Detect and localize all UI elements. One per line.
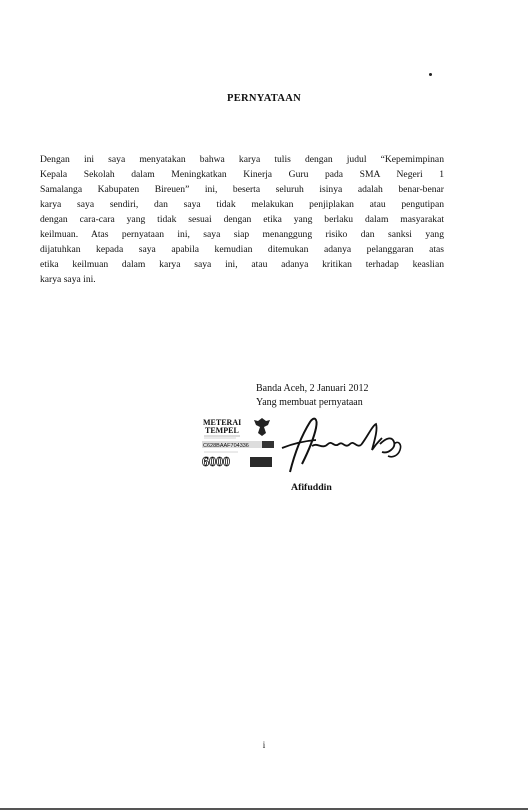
page-bottom-edge xyxy=(0,808,528,810)
statement-line: keilmuan. Atas pernyataan ini, saya siap menanggung risiko dan sanksi yang xyxy=(40,229,444,240)
page-number: i xyxy=(262,740,266,750)
stamp-line2: TEMPEL xyxy=(205,426,239,435)
stamp-line1: METERAI xyxy=(203,418,242,427)
closing-phrase: Yang membuat pernyataan xyxy=(256,397,363,408)
document-title: PERNYATAAN xyxy=(227,93,301,104)
signer-name: Afifuddin xyxy=(291,482,332,493)
place-and-date: Banda Aceh, 2 Januari 2012 xyxy=(256,383,369,394)
statement-line: karya saya sendiri, dan saya tidak melakukan penjiplakan atau pengutipan xyxy=(40,199,444,210)
scan-speck xyxy=(429,73,432,76)
statement-line: Kepala Sekolah dalam Meningkatkan Kinerja Guru pada SMA Negeri 1 xyxy=(40,169,444,180)
statement-line: dengan cara-cara yang tidak sesuai dengan etika yang berlaku dalam masyarakat xyxy=(40,214,444,225)
statement-line: Dengan ini saya menyatakan bahwa karya tulis dengan judul “Kepemimpinan xyxy=(40,154,444,165)
statement-line: dijatuhkan kepada saya apabila kemudian ditemukan adanya pelanggaran atas xyxy=(40,244,444,255)
statement-line: karya saya ini. xyxy=(40,274,96,285)
statement-paragraph xyxy=(40,152,444,287)
statement-line: Samalanga Kabupaten Bireuen” ini, beserta seluruh isinya adalah benar-benar xyxy=(40,184,444,195)
handwritten-signature xyxy=(276,414,416,474)
revenue-stamp xyxy=(200,417,280,469)
stamp-value: 6000 xyxy=(202,455,230,469)
stamp-serial: C628BAAF704336 xyxy=(203,443,249,449)
statement-line: etika keilmuan dalam karya saya ini, atau adanya kritikan terhadap keaslian xyxy=(40,259,444,270)
garuda-emblem-icon xyxy=(254,418,270,436)
